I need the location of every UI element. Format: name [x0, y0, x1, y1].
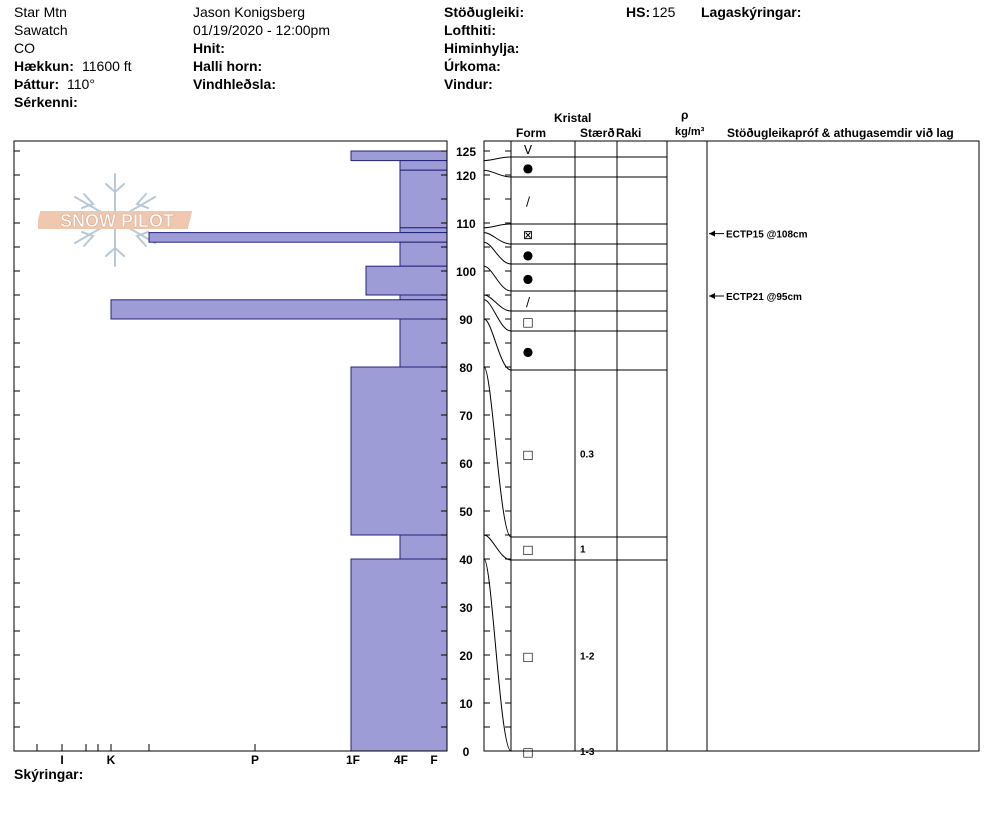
crystal-form-symbol: ● — [522, 161, 534, 175]
observation-datetime: 01/19/2020 - 12:00pm — [193, 22, 330, 38]
mountain-range: Sawatch — [14, 22, 68, 38]
hardness-label: 1F — [345, 753, 361, 767]
location-name: Star Mtn — [14, 4, 67, 20]
height-tick-label: 50 — [459, 505, 473, 519]
layer-connector — [484, 170, 511, 177]
hardness-layer-bar — [149, 233, 447, 243]
aspect-label: Þáttur: — [14, 76, 60, 92]
crystal-form-symbol: □ — [522, 745, 534, 759]
coords-label: Hnit: — [193, 40, 225, 56]
layer-connector — [484, 266, 511, 291]
height-tick-label: 0 — [462, 745, 470, 759]
precip-label: Úrkoma: — [444, 58, 501, 74]
crystal-form-symbol: ⊠ — [522, 228, 534, 242]
height-tick-label: 110 — [456, 217, 476, 231]
state: CO — [14, 40, 35, 56]
crystal-form-symbol: / — [525, 194, 531, 209]
crystal-form-symbol: □ — [522, 315, 534, 329]
tests-header: Stöðugleikapróf & athugasemdir við lag — [727, 126, 954, 140]
layer-connector — [484, 157, 511, 161]
hardness-label: 4F — [393, 753, 409, 767]
wind-label: Vindur: — [444, 76, 493, 92]
features-label: Sérkenni: — [14, 94, 78, 110]
height-tick-label: 40 — [459, 553, 473, 567]
hs-value: 125 — [652, 4, 676, 20]
height-tick-label: 70 — [459, 409, 473, 423]
height-tick-label: 20 — [459, 649, 473, 663]
moisture-header: Raki — [616, 126, 642, 140]
test-arrow-head — [709, 231, 715, 237]
height-tick-label: 10 — [459, 697, 473, 711]
layer-connector — [484, 233, 511, 244]
hardness-label: F — [430, 753, 438, 767]
hardness-layer-bar — [111, 300, 447, 319]
crystal-size-value: 0.3 — [580, 449, 594, 461]
crystal-form-symbol: □ — [522, 542, 534, 557]
hardness-layer-bar — [400, 295, 447, 300]
crystal-form-symbol: □ — [522, 447, 534, 462]
height-tick-label: 120 — [455, 169, 477, 183]
slope-label: Halli horn: — [193, 58, 263, 74]
layer-connector — [484, 535, 511, 560]
crystal-form-symbol: / — [525, 295, 531, 309]
crystal-form-symbol: □ — [522, 649, 534, 664]
hardness-layer-bar — [400, 228, 447, 233]
stability-tests — [709, 230, 808, 303]
hardness-layer-bar — [351, 559, 447, 751]
height-tick-label: 125 — [455, 145, 477, 159]
logo-text: SNOW PILOT — [60, 211, 174, 231]
hardness-layer-bar — [351, 367, 447, 535]
stability-label: Stöðugleiki: — [444, 4, 525, 20]
layer-connector — [484, 224, 511, 228]
height-tick-label: 30 — [459, 601, 473, 615]
density-unit-header: kg/m³ — [675, 126, 705, 138]
hardness-label: I — [60, 753, 64, 767]
height-tick-label: 90 — [459, 313, 473, 327]
test-result-label: ECTP21 @95cm — [726, 292, 802, 303]
crystal-form-symbol: ● — [522, 271, 534, 286]
layer-notes-label: Lagaskýringar: — [701, 4, 802, 20]
hardness-layer-bar — [400, 161, 447, 171]
hardness-label: K — [106, 753, 116, 767]
layer-connector — [484, 242, 511, 264]
crystal-form-symbol: V — [523, 143, 533, 157]
crystal-size-value: 1 — [580, 544, 586, 556]
aspect-value: 110° — [67, 76, 95, 92]
test-arrow-head — [709, 293, 715, 299]
sky-label: Himinhylja: — [444, 40, 520, 56]
hardness-layer-bar — [400, 535, 447, 559]
crystal-form-symbol: ● — [522, 248, 534, 262]
test-result-label: ECTP15 @108cm — [726, 229, 808, 241]
hs-label: HS: — [626, 4, 651, 20]
hardness-layer-bar — [400, 319, 447, 367]
crystal-form-symbol: ● — [522, 344, 534, 359]
hardness-layer-bar — [351, 151, 447, 161]
layer-connector — [484, 319, 511, 370]
air-temp-label: Lofthiti: — [444, 22, 497, 38]
hardness-layer-bar — [366, 266, 447, 295]
hardness-layers — [111, 151, 447, 751]
height-tick-label: 60 — [459, 457, 473, 471]
elevation-value: 11600 ft — [82, 58, 132, 74]
observer-name: Jason Konigsberg — [193, 4, 306, 20]
height-tick-label: 80 — [459, 361, 473, 375]
crystal-header: Kristal — [554, 111, 592, 125]
crystal-size-value: 1-3 — [580, 747, 595, 758]
height-tick-label: 100 — [455, 265, 477, 279]
rho-header: ρ — [681, 108, 689, 122]
form-header: Form — [516, 126, 546, 140]
hardness-layer-bar — [400, 170, 447, 228]
hardness-layer-bar — [400, 242, 447, 266]
wind-loading-label: Vindhleðsla: — [193, 76, 276, 92]
notes-label: Skýringar: — [14, 766, 84, 782]
elevation-label: Hækkun: — [14, 58, 74, 74]
crystal-size-value: 1-2 — [580, 651, 595, 663]
size-header: Stærð — [580, 126, 615, 140]
hardness-label: P — [250, 753, 260, 767]
